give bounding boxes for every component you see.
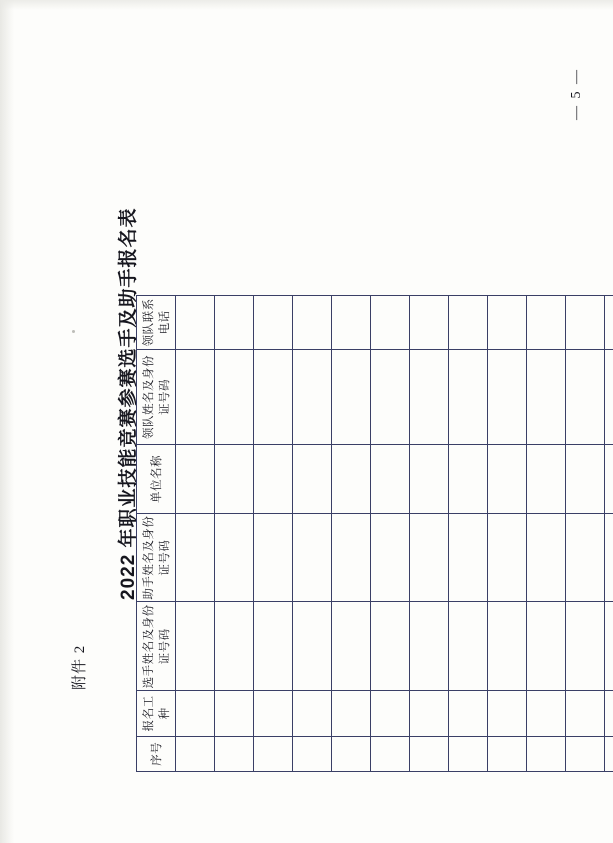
table-cell[interactable] [254,736,293,771]
table-cell[interactable] [488,349,527,444]
table-cell[interactable] [176,602,215,691]
table-cell[interactable] [176,349,215,444]
table-cell[interactable] [566,602,605,691]
table-row [254,296,293,772]
table-row [293,296,332,772]
table-column-header-0: 序号 [137,736,176,771]
table-cell[interactable] [410,602,449,691]
table-cell[interactable] [371,513,410,602]
table-cell[interactable] [371,602,410,691]
table-cell[interactable] [410,736,449,771]
table-cell[interactable] [488,513,527,602]
table-cell[interactable] [605,445,613,514]
registration-table [136,295,613,772]
table-cell[interactable] [566,349,605,444]
table-cell[interactable] [371,296,410,350]
table-cell[interactable] [176,736,215,771]
table-cell[interactable] [332,736,371,771]
scan-edge-shadow-left [0,0,14,843]
table-cell[interactable] [215,349,254,444]
table-row [215,296,254,772]
table-cell[interactable] [371,349,410,444]
table-row [605,296,613,772]
table-cell[interactable] [449,296,488,350]
table-cell[interactable] [410,513,449,602]
table-row [176,296,215,772]
scan-speck [72,330,75,333]
table-cell[interactable] [527,349,566,444]
table-cell[interactable] [605,736,613,771]
table-cell[interactable] [215,691,254,736]
table-cell[interactable] [371,445,410,514]
table-row [488,296,527,772]
table-cell[interactable] [566,445,605,514]
table-cell[interactable] [293,691,332,736]
table-cell[interactable] [566,296,605,350]
table-column-header-5: 领队姓名及身份证号码 [137,349,176,444]
table-column-header-4: 单位名称 [137,445,176,514]
table-cell[interactable] [410,691,449,736]
table-cell[interactable] [176,445,215,514]
table-cell[interactable] [449,691,488,736]
table-cell[interactable] [371,691,410,736]
table-cell[interactable] [215,736,254,771]
table-column-header-2: 选手姓名及身份证号码 [137,602,176,691]
table-column-header-1: 报名工种 [137,691,176,736]
table-row [527,296,566,772]
registration-table-container [136,295,613,772]
table-cell[interactable] [410,296,449,350]
table-row [449,296,488,772]
table-column-header-3: 助手姓名及身份证号码 [137,513,176,602]
table-cell[interactable] [488,296,527,350]
table-cell[interactable] [605,349,613,444]
table-cell[interactable] [215,513,254,602]
table-cell[interactable] [176,691,215,736]
table-cell[interactable] [449,602,488,691]
scan-edge-shadow-top [0,0,613,10]
table-cell[interactable] [449,445,488,514]
table-row [566,296,605,772]
table-cell[interactable] [449,736,488,771]
table-body [176,296,613,772]
table-cell[interactable] [254,296,293,350]
table-cell[interactable] [254,349,293,444]
table-cell[interactable] [566,691,605,736]
table-cell[interactable] [293,296,332,350]
table-cell[interactable] [215,602,254,691]
table-cell[interactable] [293,513,332,602]
table-cell[interactable] [605,602,613,691]
table-cell[interactable] [566,513,605,602]
page-title: 2022 年职业技能竞赛参赛选手及助手报名表 [118,207,139,600]
table-cell[interactable] [605,513,613,602]
table-cell[interactable] [332,602,371,691]
table-cell[interactable] [527,736,566,771]
table-header-row [137,296,176,772]
table-cell[interactable] [254,602,293,691]
table-cell[interactable] [254,691,293,736]
table-header [137,296,176,772]
table-cell[interactable] [527,445,566,514]
table-cell[interactable] [410,445,449,514]
attachment-label: 附件 2 [72,644,88,690]
table-cell[interactable] [293,349,332,444]
table-cell[interactable] [527,296,566,350]
table-cell[interactable] [605,296,613,350]
table-cell[interactable] [566,736,605,771]
table-cell[interactable] [371,736,410,771]
table-cell[interactable] [254,445,293,514]
table-cell[interactable] [254,513,293,602]
table-row [410,296,449,772]
table-row [332,296,371,772]
table-cell[interactable] [449,513,488,602]
table-cell[interactable] [332,296,371,350]
table-cell[interactable] [605,691,613,736]
table-column-header-6: 领队联系电话 [137,296,176,350]
table-cell[interactable] [176,513,215,602]
table-cell[interactable] [332,349,371,444]
table-cell[interactable] [293,602,332,691]
table-cell[interactable] [488,691,527,736]
table-cell[interactable] [215,296,254,350]
table-cell[interactable] [488,445,527,514]
table-cell[interactable] [488,736,527,771]
table-cell[interactable] [215,445,254,514]
table-cell[interactable] [488,602,527,691]
table-cell[interactable] [527,691,566,736]
table-cell[interactable] [293,736,332,771]
table-row [371,296,410,772]
page-number: — 5 — [569,68,584,120]
table-cell[interactable] [449,349,488,444]
table-cell[interactable] [332,445,371,514]
table-cell[interactable] [527,513,566,602]
table-cell[interactable] [527,602,566,691]
table-cell[interactable] [332,513,371,602]
table-cell[interactable] [293,445,332,514]
table-cell[interactable] [332,691,371,736]
table-cell[interactable] [410,349,449,444]
table-cell[interactable] [176,296,215,350]
